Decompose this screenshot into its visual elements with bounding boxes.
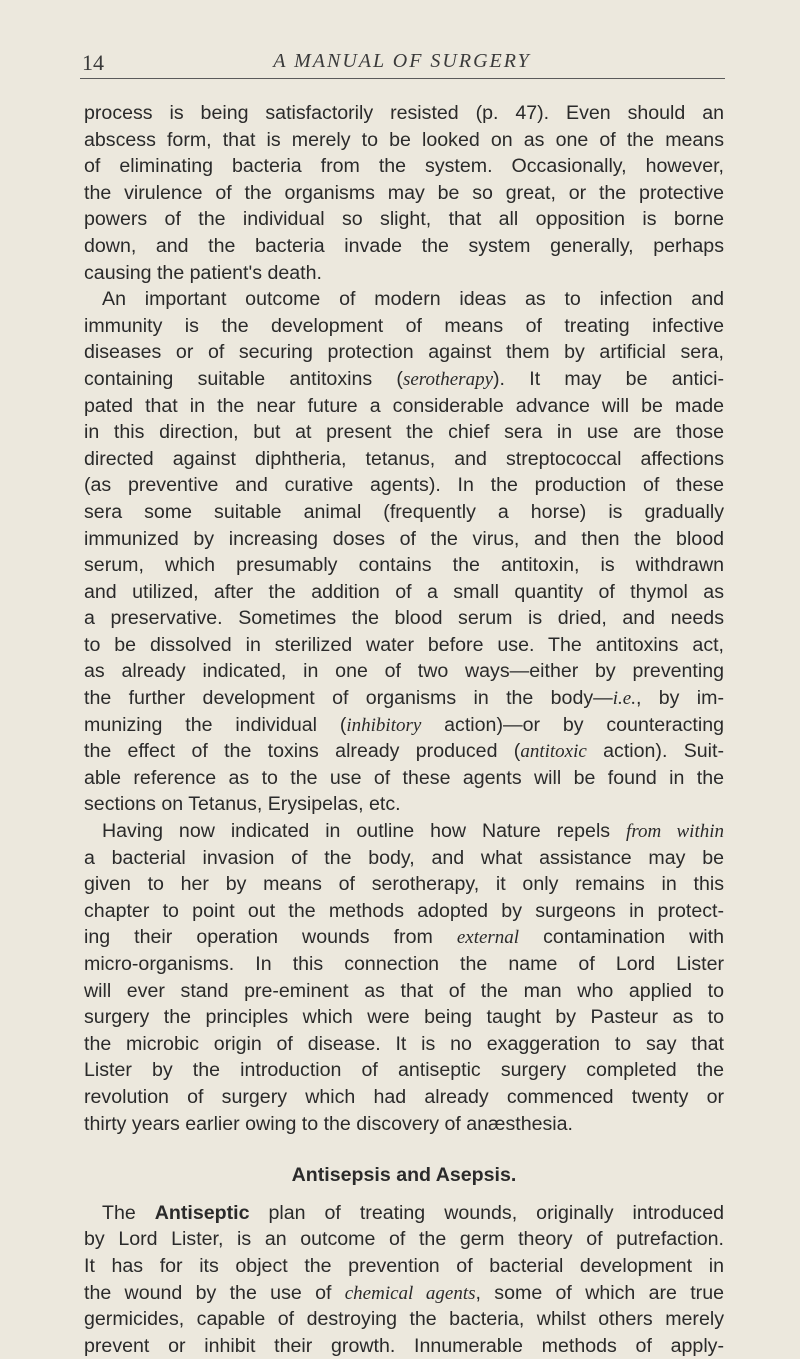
text-segment: the virulence of the organisms may be so great, or the protective: [84, 181, 724, 204]
text-segment: prevent or inhibit their growth. Innumerable methods of apply-: [84, 1334, 724, 1357]
text-segment: directed against diphtheria, tetanus, and streptococcal affections: [84, 447, 724, 470]
text-line: [84, 1084, 724, 1111]
text-line: [84, 658, 724, 685]
text-line: [84, 791, 724, 818]
text-line: [84, 579, 724, 606]
text-line: [84, 180, 724, 207]
text-segment: sera some suitable animal (frequently a horse) is gradually: [84, 500, 724, 523]
text-segment: The: [102, 1201, 155, 1224]
page-header: [82, 50, 722, 80]
text-line: [84, 765, 724, 792]
text-segment: ). It may be antici-: [493, 367, 724, 390]
text-segment: thirty years earlier owing to the discovery of anæsthesia.: [84, 1112, 573, 1135]
text-segment: micro-organisms. In this connection the name of Lord Lister: [84, 953, 724, 975]
text-segment: sections on Tetanus, Erysipelas, etc.: [84, 793, 401, 816]
italic-text: chemical agents: [344, 1282, 476, 1304]
paragraph-block: [84, 100, 724, 1137]
text-line: [84, 499, 724, 526]
text-line: [84, 818, 724, 845]
text-segment: as already indicated, in one of two ways—either by preventing: [84, 660, 724, 683]
text-segment: able reference as to the use of these agents will be found in the: [84, 766, 724, 789]
text-segment: immunized by increasing doses of the virus, and then the blood: [84, 527, 724, 550]
text-segment: the wound by the use of: [84, 1281, 345, 1304]
text-line: [84, 1111, 724, 1138]
text-line: [84, 233, 724, 260]
text-segment: will ever stand pre-eminent as that of the man who applied to: [84, 979, 724, 1002]
page-number: 14: [82, 50, 104, 75]
bold-text: Antiseptic: [154, 1201, 250, 1224]
body-text: [84, 100, 724, 1359]
text-line: [84, 260, 724, 287]
text-segment: the microbic origin of disease. It is no exaggeration to say that: [84, 1032, 724, 1055]
text-line: [84, 845, 724, 872]
text-segment: germicides, capable of destroying the bacteria, whilst others merely: [84, 1308, 724, 1331]
text-segment: the further development of organisms in the body—: [84, 687, 613, 710]
text-segment: down, and the bacteria invade the system generally, perhaps: [84, 234, 724, 257]
text-segment: Lister by the introduction of antiseptic surgery completed the: [84, 1059, 724, 1082]
text-line: [84, 871, 724, 898]
text-line: [84, 978, 724, 1005]
text-segment: causing the patient's death.: [84, 261, 322, 284]
text-segment: of eliminating bacteria from the system. Occasionally, however,: [84, 155, 724, 178]
text-line: [84, 685, 724, 712]
text-segment: Having now indicated in outline how Nature repels: [102, 820, 627, 843]
text-line: [84, 1306, 724, 1333]
text-segment: process is being satisfactorily resisted (p. 47). Even should an: [84, 102, 724, 124]
text-line: [84, 366, 724, 393]
text-line: [84, 206, 724, 233]
text-line: [84, 1253, 724, 1280]
italic-text: external: [456, 927, 520, 949]
text-line: [84, 1031, 724, 1058]
text-line: [84, 100, 724, 127]
text-segment: to be dissolved in sterilized water before use. The antitoxins act,: [84, 633, 724, 656]
section-heading: Antisepsis and Asepsis.: [291, 1164, 517, 1187]
text-line: [84, 1200, 724, 1227]
text-segment: by Lord Lister, is an outcome of the germ theory of putrefaction.: [84, 1228, 724, 1251]
text-segment: (as preventive and curative agents). In the production of these: [84, 474, 724, 497]
text-line: [84, 1004, 724, 1031]
text-line: [84, 419, 724, 446]
text-segment: given to her by means of serotherapy, it only remains in this: [84, 873, 724, 896]
text-line: [84, 313, 724, 340]
text-segment: chapter to point out the methods adopted by surgeons in protect-: [84, 899, 724, 922]
text-segment: abscess form, that is merely to be looked on as one of the means: [84, 128, 724, 151]
text-line: [84, 472, 724, 499]
text-line: [84, 446, 724, 473]
text-line: [84, 127, 724, 154]
text-line: [84, 632, 724, 659]
text-segment: action)—or by counteracting: [421, 713, 724, 736]
running-title: A MANUAL OF SURGERY: [273, 50, 531, 72]
text-segment: pated that in the near future a considerable advance will be made: [84, 394, 724, 417]
text-segment: , some of which are true: [475, 1281, 724, 1304]
text-segment: a bacterial invasion of the body, and what assistance may be: [84, 846, 724, 869]
text-segment: containing suitable antitoxins (: [84, 367, 403, 390]
text-segment: contamination with: [519, 926, 724, 949]
text-segment: ing their operation wounds from: [84, 926, 457, 949]
text-segment: and utilized, after the addition of a small quantity of thymol as: [84, 580, 724, 603]
italic-text: antitoxic: [520, 741, 587, 763]
text-segment: surgery the principles which were being taught by Pasteur as to: [84, 1006, 724, 1029]
text-line: [84, 1226, 724, 1253]
text-segment: a preservative. Sometimes the blood serum is dried, and needs: [84, 607, 724, 630]
text-line: [84, 286, 724, 313]
text-line: [84, 552, 724, 579]
text-segment: powers of the individual so slight, that all opposition is borne: [84, 208, 724, 231]
paragraph-block: [84, 1200, 724, 1359]
text-line: [84, 738, 724, 765]
text-line: [84, 951, 724, 978]
text-line: [84, 605, 724, 632]
text-segment: revolution of surgery which had already commenced twenty or: [84, 1085, 724, 1108]
text-line: [84, 712, 724, 739]
italic-text: inhibitory: [346, 714, 422, 736]
text-segment: An important outcome of modern ideas as to infection and: [102, 288, 724, 311]
text-segment: plan of treating wounds, originally introduced: [249, 1201, 724, 1224]
text-line: [84, 898, 724, 925]
text-segment: immunity is the development of means of treating infective: [84, 314, 724, 337]
text-segment: diseases or of securing protection against them by artificial sera,: [84, 341, 724, 364]
text-line: [84, 1333, 724, 1359]
text-segment: the effect of the toxins already produced (: [84, 740, 521, 763]
text-segment: It has for its object the prevention of bacterial development in: [84, 1254, 724, 1277]
text-line: [84, 339, 724, 366]
text-segment: action). Suit-: [586, 740, 724, 763]
text-line: [84, 153, 724, 180]
text-line: [84, 393, 724, 420]
header-rule: [80, 78, 725, 79]
text-segment: munizing the individual (: [84, 713, 347, 736]
text-segment: , by im-: [635, 687, 724, 710]
italic-text: i.e.: [612, 688, 636, 710]
text-line: [84, 924, 724, 951]
text-segment: in this direction, but at present the chief sera in use are those: [84, 421, 724, 444]
text-segment: serum, which presumably contains the antitoxin, is withdrawn: [84, 554, 724, 577]
italic-text: serotherapy: [402, 368, 494, 390]
italic-text: from within: [626, 821, 724, 843]
text-line: [84, 526, 724, 553]
text-line: [84, 1057, 724, 1084]
